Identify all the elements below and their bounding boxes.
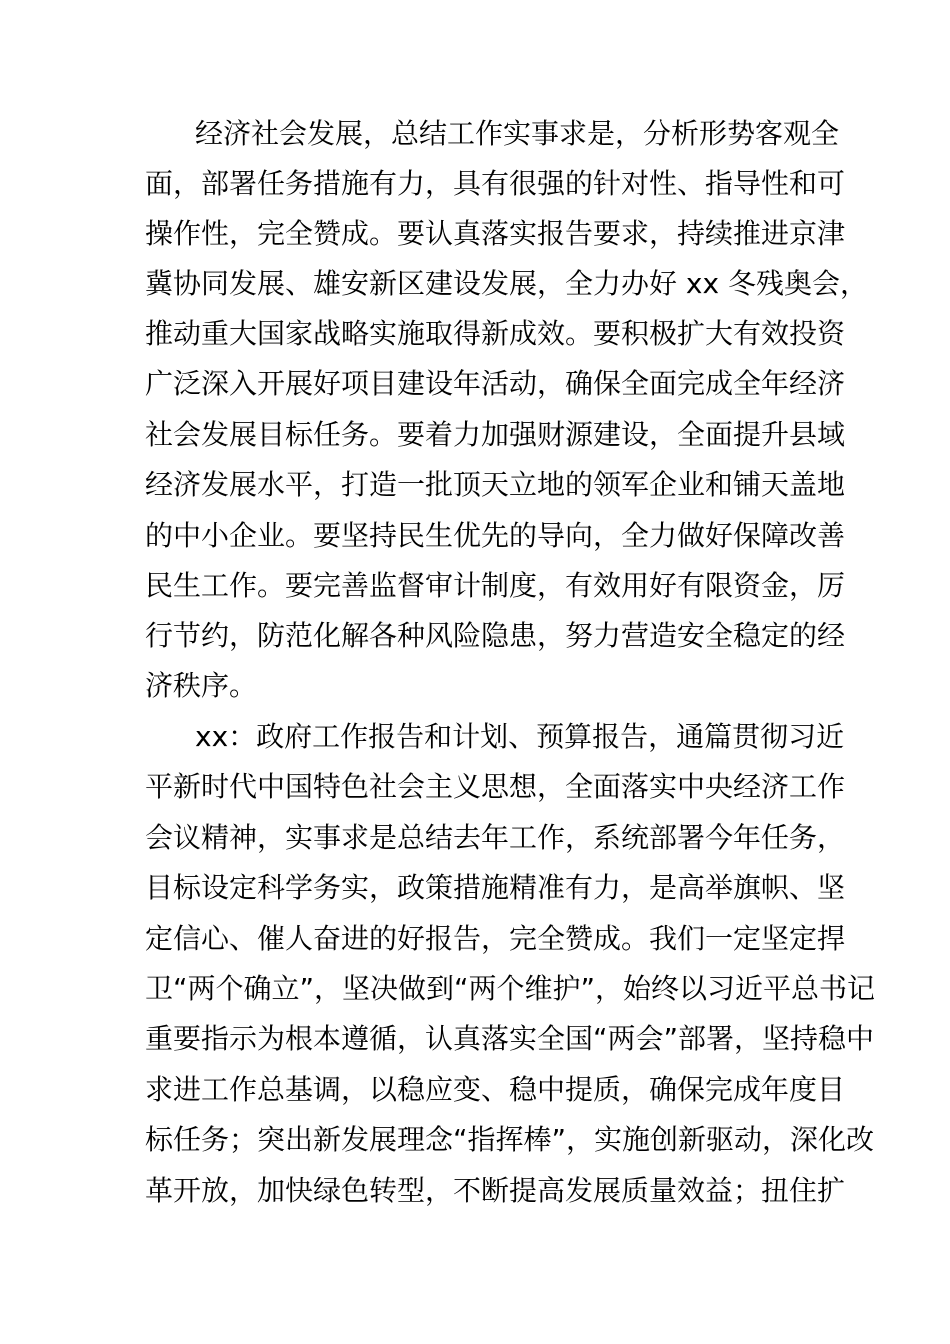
text-line: 社会发展目标任务。要着力加强财源建设，全面提升县域 <box>145 418 846 451</box>
text-line: 目标设定科学务实，政策措施精准有力，是高举旗帜、坚 <box>145 871 846 904</box>
text-line: 会议精神，实事求是总结去年工作，系统部署今年任务， <box>145 821 846 854</box>
text-line: 经济社会发展，总结工作实事求是，分析形势客观全 <box>195 117 840 150</box>
text-line: 推动重大国家战略实施取得新成效。要积极扩大有效投资 <box>145 317 846 350</box>
text-line: 操作性，完全赞成。要认真落实报告要求，持续推进京津 <box>145 217 846 250</box>
text-line: 定信心、催人奋进的好报告，完全赞成。我们一定坚定捍 <box>145 922 846 955</box>
text-line: 的中小企业。要坚持民生优先的导向，全力做好保障改善 <box>145 519 846 552</box>
text-line: 冀协同发展、雄安新区建设发展，全力办好 xx 冬残奥会， <box>145 267 868 300</box>
text-line: 平新时代中国特色社会主义思想，全面落实中央经济工作 <box>145 770 846 803</box>
text-line: 重要指示为根本遵循，认真落实全国“两会”部署，坚持稳中 <box>145 1022 875 1055</box>
text-line: 广泛深入开展好项目建设年活动，确保全面完成全年经济 <box>145 367 846 400</box>
text-line: 卫“两个确立”，坚决做到“两个维护”，始终以习近平总书记 <box>145 972 876 1005</box>
text-line: 标任务；突出新发展理念“指挥棒”，实施创新驱动，深化改 <box>145 1123 875 1156</box>
text-line: 行节约，防范化解各种风险隐患，努力营造安全稳定的经 <box>145 619 846 652</box>
text-line: 革开放，加快绿色转型，不断提高发展质量效益；扭住扩 <box>145 1174 846 1207</box>
text-line: xx：政府工作报告和计划、预算报告，通篇贯彻习近 <box>195 720 845 753</box>
text-line: 面，部署任务措施有力，具有很强的针对性、指导性和可 <box>145 167 846 200</box>
text-line: 经济发展水平，打造一批顶天立地的领军企业和铺天盖地 <box>145 468 846 501</box>
text-line: 求进工作总基调，以稳应变、稳中提质，确保完成年度目 <box>145 1073 846 1106</box>
text-line: 济秩序。 <box>145 669 258 702</box>
text-line: 民生工作。要完善监督审计制度，有效用好有限资金，厉 <box>145 569 846 602</box>
